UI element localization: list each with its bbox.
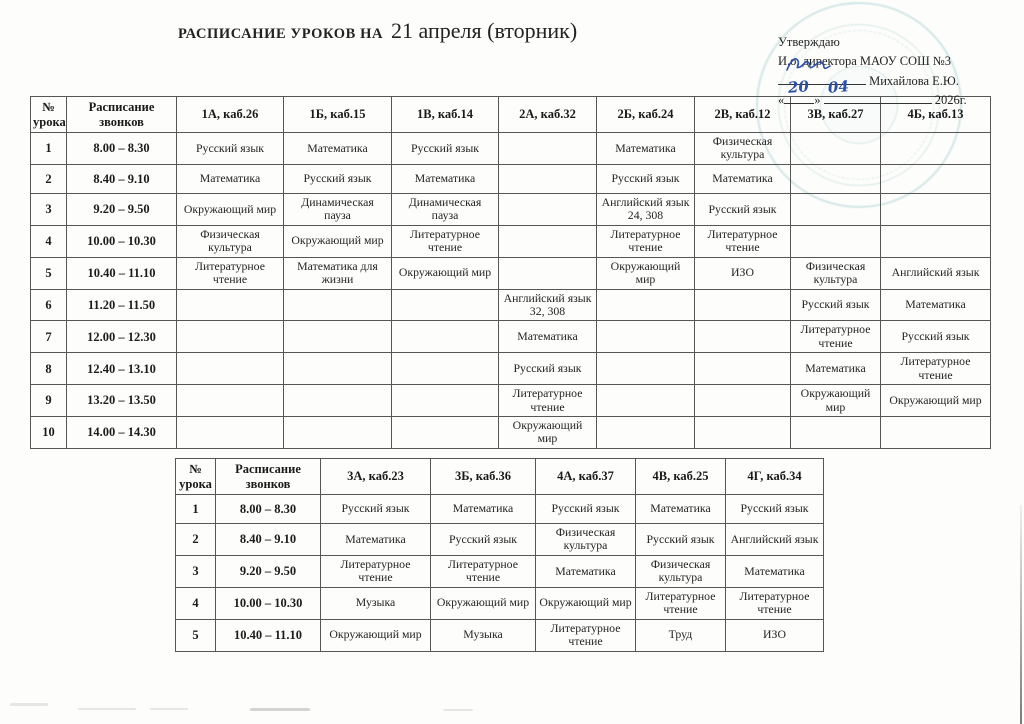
subject-cell: Литературное чтение bbox=[392, 225, 499, 257]
subject-cell bbox=[597, 289, 695, 321]
subject-cell bbox=[881, 164, 991, 193]
title-date: 21 апреля (вторник) bbox=[391, 18, 578, 43]
subject-cell: Русский язык bbox=[321, 495, 431, 524]
time-range-cell: 14.00 – 14.30 bbox=[67, 417, 177, 449]
subject-cell: Динамическая пауза bbox=[284, 193, 392, 225]
subject-cell: Английский язык bbox=[726, 524, 824, 556]
subject-cell bbox=[177, 385, 284, 417]
subject-cell: Окружающий мир bbox=[791, 385, 881, 417]
time-range-cell: 8.40 – 9.10 bbox=[67, 164, 177, 193]
subject-cell bbox=[695, 353, 791, 385]
column-header-class-4a: 4А, каб.37 bbox=[536, 459, 636, 495]
subject-cell: Математика bbox=[431, 495, 536, 524]
subject-cell bbox=[392, 289, 499, 321]
subject-cell: Литературное чтение bbox=[431, 555, 536, 587]
time-range-cell: 9.20 – 9.50 bbox=[216, 555, 321, 587]
lesson-number-cell: 2 bbox=[31, 164, 67, 193]
lesson-number-cell: 1 bbox=[176, 495, 216, 524]
subject-cell: Английский язык bbox=[881, 257, 991, 289]
subject-cell bbox=[695, 289, 791, 321]
subject-cell: Окружающий мир bbox=[392, 257, 499, 289]
time-range-cell: 13.20 – 13.50 bbox=[67, 385, 177, 417]
subject-cell: Литературное чтение bbox=[536, 619, 636, 651]
subject-cell: Математика для жизни bbox=[284, 257, 392, 289]
subject-cell: Физическая культура bbox=[177, 225, 284, 257]
subject-cell bbox=[499, 133, 597, 165]
subject-cell bbox=[392, 353, 499, 385]
signature-line bbox=[778, 72, 1014, 91]
subject-cell: Динамическая пауза bbox=[392, 193, 499, 225]
lesson-number-cell: 4 bbox=[176, 587, 216, 619]
timetable-row bbox=[31, 289, 991, 321]
subject-cell: Литературное чтение bbox=[881, 353, 991, 385]
subject-cell: Математика bbox=[392, 164, 499, 193]
timetable-primary bbox=[30, 96, 991, 449]
subject-cell: Литературное чтение bbox=[177, 257, 284, 289]
subject-cell: Математика bbox=[321, 524, 431, 556]
subject-cell: Литературное чтение bbox=[726, 587, 824, 619]
timetable-primary-body bbox=[31, 133, 991, 449]
lesson-number-cell: 1 bbox=[31, 133, 67, 165]
time-range-cell: 10.40 – 11.10 bbox=[216, 619, 321, 651]
handwritten-day: 20 bbox=[787, 77, 810, 98]
subject-cell bbox=[881, 193, 991, 225]
day-underline bbox=[784, 77, 814, 104]
subject-cell: Математика bbox=[177, 164, 284, 193]
subject-cell bbox=[597, 321, 695, 353]
timetable-row bbox=[176, 619, 824, 651]
subject-cell: Окружающий мир bbox=[284, 225, 392, 257]
director-line: И.о. директора МАОУ СОШ №3 bbox=[778, 54, 951, 69]
subject-cell bbox=[177, 289, 284, 321]
column-header-class-2v: 2В, каб.12 bbox=[695, 97, 791, 133]
timetable-row bbox=[176, 555, 824, 587]
subject-cell: Русский язык bbox=[881, 321, 991, 353]
column-header-class-3v: 3В, каб.27 bbox=[791, 97, 881, 133]
subject-cell bbox=[791, 225, 881, 257]
subject-cell: Русский язык bbox=[791, 289, 881, 321]
timetable-secondary bbox=[175, 458, 824, 652]
subject-cell bbox=[695, 417, 791, 449]
subject-cell bbox=[597, 353, 695, 385]
scan-smudge bbox=[10, 703, 48, 706]
subject-cell: Математика bbox=[726, 555, 824, 587]
time-range-cell: 8.40 – 9.10 bbox=[216, 524, 321, 556]
subject-cell: Музыка bbox=[321, 587, 431, 619]
column-header-class-1a: 1А, каб.26 bbox=[177, 97, 284, 133]
column-header-class-1v: 1В, каб.14 bbox=[392, 97, 499, 133]
subject-cell: Литературное чтение bbox=[791, 321, 881, 353]
approval-word: Утверждаю bbox=[778, 35, 840, 49]
subject-cell bbox=[284, 321, 392, 353]
subject-cell: Окружающий мир bbox=[499, 417, 597, 449]
timetable-row bbox=[31, 417, 991, 449]
time-range-cell: 10.00 – 10.30 bbox=[67, 225, 177, 257]
subject-cell: Литературное чтение bbox=[597, 225, 695, 257]
subject-cell: Русский язык bbox=[499, 353, 597, 385]
column-header-lesson-number: № урока bbox=[31, 97, 67, 133]
subject-cell bbox=[177, 353, 284, 385]
subject-cell: Литературное чтение bbox=[499, 385, 597, 417]
timetable-row bbox=[31, 385, 991, 417]
subject-cell: Русский язык bbox=[636, 524, 726, 556]
subject-cell bbox=[597, 417, 695, 449]
timetable-row bbox=[176, 495, 824, 524]
header-row bbox=[176, 459, 824, 495]
handwritten-month: 04 bbox=[826, 77, 850, 98]
quote-close: » bbox=[814, 93, 821, 108]
subject-cell bbox=[791, 417, 881, 449]
subject-cell bbox=[392, 321, 499, 353]
subject-cell: ИЗО bbox=[695, 257, 791, 289]
time-range-cell: 9.20 – 9.50 bbox=[67, 193, 177, 225]
subject-cell: Английский язык 24, 308 bbox=[597, 193, 695, 225]
time-range-cell: 8.00 – 8.30 bbox=[216, 495, 321, 524]
subject-cell bbox=[695, 385, 791, 417]
scan-smudge bbox=[443, 709, 473, 711]
time-range-cell: 11.20 – 11.50 bbox=[67, 289, 177, 321]
timetable-row bbox=[31, 225, 991, 257]
subject-cell: Русский язык bbox=[597, 164, 695, 193]
subject-cell bbox=[791, 133, 881, 165]
column-header-class-2b: 2Б, каб.24 bbox=[597, 97, 695, 133]
time-range-cell: 12.40 – 13.10 bbox=[67, 353, 177, 385]
timetable-row bbox=[176, 524, 824, 556]
subject-cell: Русский язык bbox=[177, 133, 284, 165]
timetable-row bbox=[31, 164, 991, 193]
subject-cell: Физическая культура bbox=[695, 133, 791, 165]
signature-scribble-icon bbox=[784, 54, 836, 76]
lesson-number-cell: 4 bbox=[31, 225, 67, 257]
subject-cell: Математика bbox=[881, 289, 991, 321]
subject-cell bbox=[177, 417, 284, 449]
subject-cell bbox=[499, 225, 597, 257]
month-underline bbox=[824, 77, 886, 104]
lesson-number-cell: 6 bbox=[31, 289, 67, 321]
subject-cell bbox=[597, 385, 695, 417]
subject-cell: Русский язык bbox=[695, 193, 791, 225]
column-header-bell-schedule: Расписание звонков bbox=[67, 97, 177, 133]
column-header-class-4v: 4В, каб.25 bbox=[636, 459, 726, 495]
lesson-number-cell: 2 bbox=[176, 524, 216, 556]
subject-cell: Русский язык bbox=[284, 164, 392, 193]
lesson-number-cell: 5 bbox=[176, 619, 216, 651]
timetable-row bbox=[31, 353, 991, 385]
subject-cell bbox=[881, 417, 991, 449]
subject-cell: Окружающий мир bbox=[536, 587, 636, 619]
subject-cell: Математика bbox=[597, 133, 695, 165]
column-header-bell-schedule: Расписание звонков bbox=[216, 459, 321, 495]
time-range-cell: 12.00 – 12.30 bbox=[67, 321, 177, 353]
lesson-number-cell: 3 bbox=[176, 555, 216, 587]
column-header-class-3b: 3Б, каб.36 bbox=[431, 459, 536, 495]
subject-cell: Физическая культура bbox=[536, 524, 636, 556]
lesson-number-cell: 9 bbox=[31, 385, 67, 417]
column-header-class-3a: 3А, каб.23 bbox=[321, 459, 431, 495]
subject-cell: Музыка bbox=[431, 619, 536, 651]
subject-cell bbox=[791, 164, 881, 193]
time-range-cell: 10.40 – 11.10 bbox=[67, 257, 177, 289]
subject-cell bbox=[284, 289, 392, 321]
column-header-class-1b: 1Б, каб.15 bbox=[284, 97, 392, 133]
time-range-cell: 8.00 – 8.30 bbox=[67, 133, 177, 165]
subject-cell bbox=[499, 257, 597, 289]
subject-cell bbox=[284, 385, 392, 417]
lesson-number-cell: 7 bbox=[31, 321, 67, 353]
subject-cell: Математика bbox=[791, 353, 881, 385]
subject-cell bbox=[499, 193, 597, 225]
column-header-lesson-number: № урока bbox=[176, 459, 216, 495]
subject-cell: Математика bbox=[499, 321, 597, 353]
subject-cell: Русский язык bbox=[536, 495, 636, 524]
subject-cell bbox=[284, 417, 392, 449]
title-prefix: РАСПИСАНИЕ УРОКОВ НА bbox=[178, 26, 384, 42]
subject-cell bbox=[499, 164, 597, 193]
timetable-secondary-body bbox=[176, 495, 824, 652]
lesson-number-cell: 3 bbox=[31, 193, 67, 225]
timetable-row bbox=[31, 321, 991, 353]
signee-name: Михайлова Е.Ю. bbox=[869, 73, 959, 88]
subject-cell: Математика bbox=[284, 133, 392, 165]
scan-smudge bbox=[250, 708, 310, 711]
subject-cell: Литературное чтение bbox=[695, 225, 791, 257]
subject-cell: Математика bbox=[536, 555, 636, 587]
subject-cell: Английский язык 32, 308 bbox=[499, 289, 597, 321]
timetable-row bbox=[31, 193, 991, 225]
column-header-class-4g: 4Г, каб.34 bbox=[726, 459, 824, 495]
subject-cell: ИЗО bbox=[726, 619, 824, 651]
page-title bbox=[178, 18, 577, 44]
scan-smudge bbox=[78, 708, 136, 710]
timetable-row bbox=[176, 587, 824, 619]
subject-cell: Русский язык bbox=[726, 495, 824, 524]
subject-cell bbox=[881, 133, 991, 165]
subject-cell bbox=[392, 385, 499, 417]
subject-cell bbox=[791, 193, 881, 225]
lesson-number-cell: 8 bbox=[31, 353, 67, 385]
lesson-number-cell: 10 bbox=[31, 417, 67, 449]
subject-cell bbox=[284, 353, 392, 385]
subject-cell bbox=[177, 321, 284, 353]
subject-cell bbox=[881, 225, 991, 257]
scan-edge-line bbox=[1020, 505, 1022, 724]
subject-cell: Физическая культура bbox=[791, 257, 881, 289]
year-underline bbox=[886, 91, 932, 104]
subject-cell: Литературное чтение bbox=[636, 587, 726, 619]
subject-cell bbox=[695, 321, 791, 353]
subject-cell: Русский язык bbox=[392, 133, 499, 165]
timetable-row bbox=[31, 257, 991, 289]
timetable-row bbox=[31, 133, 991, 165]
approval-block bbox=[778, 33, 1014, 111]
subject-cell: Русский язык bbox=[431, 524, 536, 556]
subject-cell: Окружающий мир bbox=[431, 587, 536, 619]
subject-cell: Труд bbox=[636, 619, 726, 651]
subject-cell: Математика bbox=[695, 164, 791, 193]
subject-cell: Окружающий мир bbox=[321, 619, 431, 651]
column-header-class-2a: 2А, каб.32 bbox=[499, 97, 597, 133]
subject-cell: Окружающий мир bbox=[177, 193, 284, 225]
subject-cell bbox=[392, 417, 499, 449]
subject-cell: Окружающий мир bbox=[881, 385, 991, 417]
subject-cell: Литературное чтение bbox=[321, 555, 431, 587]
column-header-class-4b: 4Б, каб.13 bbox=[881, 97, 991, 133]
quote-open: « bbox=[778, 93, 785, 108]
lesson-number-cell: 5 bbox=[31, 257, 67, 289]
subject-cell: Физическая культура bbox=[636, 555, 726, 587]
subject-cell: Окружающий мир bbox=[597, 257, 695, 289]
subject-cell: Математика bbox=[636, 495, 726, 524]
scan-smudge bbox=[150, 708, 188, 710]
time-range-cell: 10.00 – 10.30 bbox=[216, 587, 321, 619]
year-text: 2026г. bbox=[934, 93, 967, 108]
